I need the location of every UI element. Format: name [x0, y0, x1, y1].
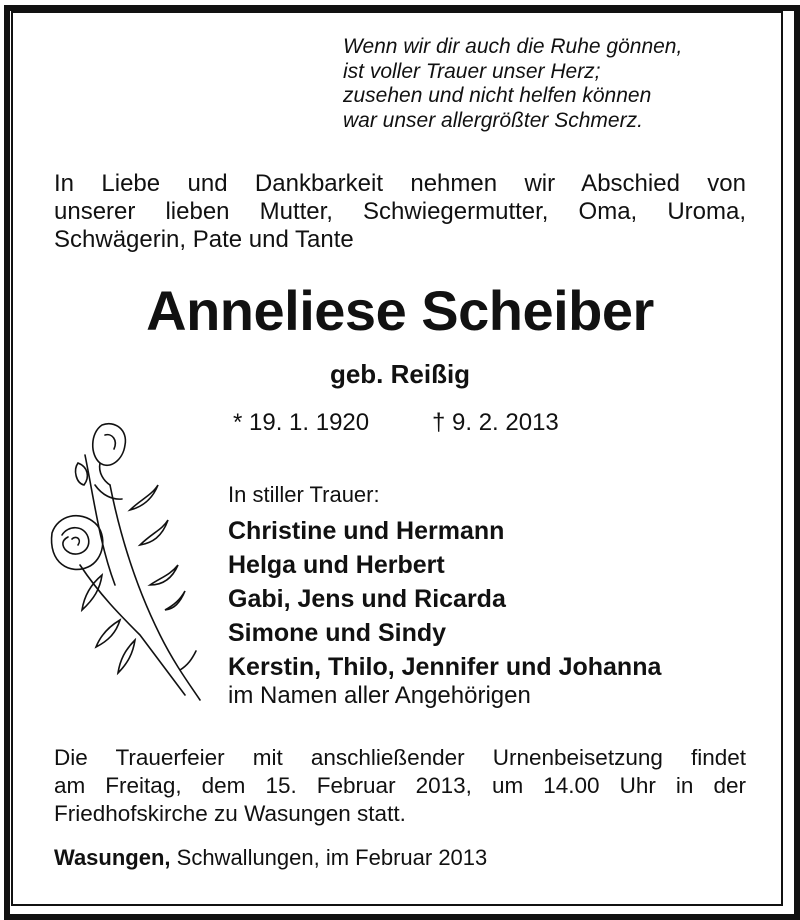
place-date: [54, 845, 487, 871]
mourner-name: Helga und Herbert: [228, 551, 445, 579]
poem-line: war unser allergrößter Schmerz.: [343, 108, 643, 132]
place-town: Wasungen,: [54, 845, 171, 870]
relatives-note: im Namen aller Angehörigen: [228, 682, 531, 709]
intro-line: In Liebe und Dankbarkeit nehmen wir Abschied von: [54, 170, 746, 197]
service-line: am Freitag, dem 15. Februar 2013, um 14.00 Uhr in der: [54, 773, 746, 798]
mourner-name: Simone und Sindy: [228, 619, 447, 647]
place-rest: Schwallungen, im Februar 2013: [170, 845, 488, 870]
maiden-name: geb. Reißig: [329, 359, 471, 389]
intro-line: unserer lieben Mutter, Schwiegermutter, Oma, Uroma,: [54, 198, 746, 225]
mourning-label: In stiller Trauer:: [228, 482, 380, 507]
mourner-name: Christine und Hermann: [228, 517, 505, 545]
intro-line: Schwägerin, Pate und Tante: [54, 226, 354, 253]
mourner-name: Gabi, Jens und Ricarda: [228, 585, 506, 613]
intro-text: [54, 170, 746, 254]
service-line: Die Trauerfeier mit anschließender Urnenbeisetzung findet: [54, 745, 746, 770]
poem-line: zusehen und nicht helfen können: [343, 84, 652, 107]
rose-icon: [40, 415, 215, 705]
poem-line: Wenn wir dir auch die Ruhe gönnen,: [343, 35, 683, 58]
mourners-list: [228, 514, 661, 684]
deceased-name: Anneliese Scheiber: [146, 279, 654, 342]
service-line: Friedhofskirche zu Wasungen statt.: [54, 801, 406, 826]
poem: [343, 35, 682, 133]
mourner-name: Kerstin, Thilo, Jennifer und Johanna: [228, 653, 662, 681]
poem-line: ist voller Trauer unser Herz;: [343, 59, 601, 83]
death-date: † 9. 2. 2013: [432, 409, 559, 436]
birth-date: * 19. 1. 1920: [233, 409, 370, 436]
service-notice: [54, 744, 746, 828]
